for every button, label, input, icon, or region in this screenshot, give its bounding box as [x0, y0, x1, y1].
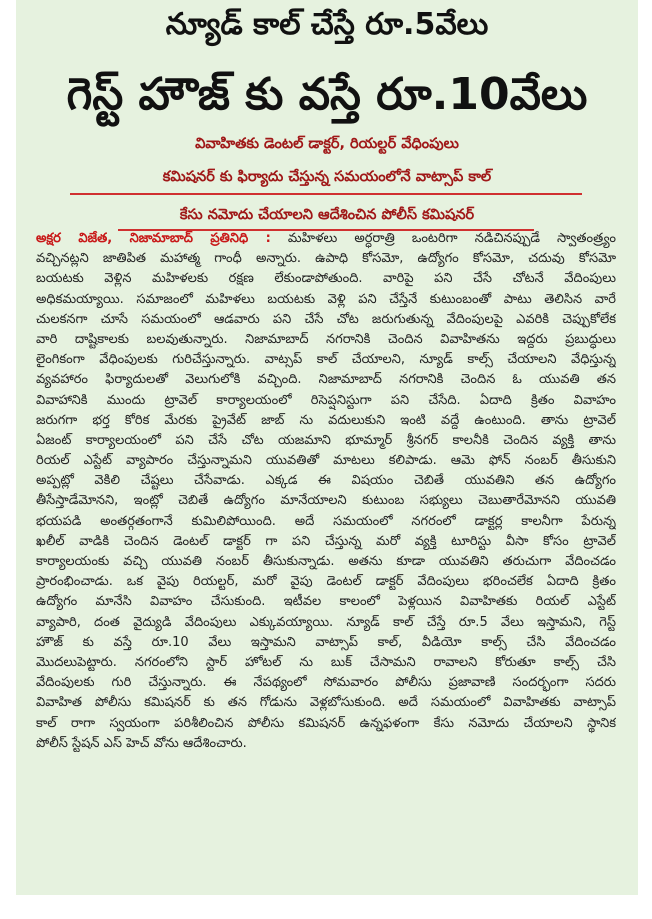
- article-line: వ్యవహారం ఫిర్యాదులతో వెలుగులోకి వచ్చింది. నిజామాబాద్ నగరానికి చెందిన ఓ యువతి తన: [36, 372, 616, 388]
- subhead-1: వివాహితకు డెంటల్ డాక్టర్, రియల్టర్ వేధింపులు: [195, 136, 459, 152]
- article-line: చులకనగా చూసే సమయంలో ఆడవారు పని చేసే చోట జరుగుతున్న వేదింపులపై ఎవరికి చెప్పుకోలేక: [36, 311, 616, 327]
- byline: అక్షర విజేత, నిజామాబాద్ ప్రతినిధి :: [36, 231, 271, 246]
- article-line: వివాహిత పోలీసు కమిషనర్ కు తన గోడును వెళ్లబోసుకుంది. అదే సమయంలో వివాహితకు వాట్సాప్: [36, 695, 616, 711]
- article-line: తీసేస్తాడేమోనని, ఇంట్లో చెబితే ఉద్యోగం మానేయాలని కుటుంబ సభ్యులు చెబుతారేమోనని యువతి: [36, 493, 616, 509]
- article-line: రియల్ ఎస్టేట్ వ్యాపారం చేస్తున్నామని యువతితో మాటలు కలిపాడు. ఆమె ఫోన్ నంబర్ తీసుకుని: [36, 453, 616, 469]
- article-line: వ్యాపారి, దంత వైద్యుడి వేదింపులు ఎక్కువయ్యాయి. న్యూడ్ కాల్ చేస్తే రూ.5 వేలు ఇస్తామని, గెస్ట్: [36, 614, 616, 630]
- article-line: జరుగగా భర్త కోరిక మేరకు ప్రైవేట్ జాబ్ ను వదులుకుని ఇంటి వద్దే ఉంటుంది. తాను ట్రావెల్: [36, 412, 616, 428]
- news-clipping: [16, 0, 638, 895]
- article-line: వేదింపులకు గురి చేస్తున్నారు. ఈ నేపథ్యంలో సోమవారం పోలీసు ప్రజావాణి సందర్భంగా సదరు: [36, 675, 616, 691]
- article-line: వివాహానికి ముందు ట్రావెల్ కార్యాలయంలో రిసెప్షనిస్టుగా పని చేసేది. ఏదాది క్రితం వివాహం: [36, 392, 616, 408]
- article-line: కాల్ రాగా స్వయంగా పరిశీలించిన పోలీసు కమిషనర్ ఉన్నఫళంగా కేసు నమోదు చేయాలని స్థానిక: [36, 715, 616, 731]
- article-line: అక్షర విజేత, నిజామాబాద్ ప్రతినిధి : మహిళలు అర్ధరాత్రి ఒంటరిగా నడిచినప్పుడే స్వాతంత్ర్యం: [36, 231, 616, 246]
- article-line: బయటకు వెళ్లిన మహిళలకు రక్షణ లేకుండాపోతుంది. వారిపై పని చేసే చోటనే వేదింపులు: [36, 271, 616, 287]
- article-line: వచ్చినట్లని జాతిపిత మహాత్మ గాంధీ అన్నారు. ఉపాధి కోసమో, ఉద్యోగం కోసమో, చదువు కోసమో: [36, 251, 616, 267]
- article-line: లైంగికంగా వేధింపులకు గురిచేస్తున్నారు. వాట్సప్ కాల్ చేయాలని, న్యూడ్ కాల్స్ చేయాలని వేధిస్తున్న: [36, 352, 616, 368]
- article-line: కార్యాలయంకు వచ్చి యువతి నంబర్ తీసుకున్నాడు. అతను కూడా యువతిని తరుచుగా వేదించడం: [36, 554, 616, 569]
- subhead-3: కేసు నమోదు చేయాలని ఆదేశించిన పోలీస్ కమిషనర్: [179, 207, 475, 223]
- article-line: వారి దాష్టికాలకు బలవుతున్నారు. నిజామాబాద్ నగరానికి చెందిన వివాహితను ఇద్దరు ప్రబుద్ధులు: [36, 331, 616, 347]
- article-line: ఏజంట్ కార్యాలయంలో పని చేసే చోట యజమాని భూమ్మార్ శ్రీనగర్ కాలనీకి చెందిన వ్యక్తి తాను: [36, 432, 616, 448]
- article-line: పోలీస్ స్టేషన్ ఎస్ హెచ్ వోను ఆదేశించారు.: [36, 735, 247, 751]
- subhead-2: కమిషనర్ కు ఫిర్యాదు చేస్తున్న సమయంలోనే వాట్సాప్ కాల్: [162, 169, 492, 185]
- article-line: హౌజ్ కు వస్తే రూ.10 వేలు ఇస్తామని వాట్సాప్ కాల్, వీడియో కాల్స్ చేసి వేదించడం: [36, 634, 616, 650]
- article-line: అధికమయ్యాయి. సమాజంలో మహిళలు బయటకు వెళ్లి పని చేస్తేనే కుటుంబంతో పాటు తెలిసిన వారే: [36, 291, 616, 307]
- subhead-underline-1: [70, 193, 582, 195]
- article-body: [36, 229, 616, 754]
- headline-primary: న్యూడ్ కాల్ చేస్తే రూ.5వేలు: [165, 7, 489, 42]
- headline-main: గెస్ట్ హౌజ్ కు వస్తే రూ.10వేలు: [66, 69, 588, 120]
- article-line: ఖలీల్ వాడికి చెందిన డెంటల్ డాక్టర్ గా పని చేస్తున్న మరో వ్యక్తి టూరిస్టు వీసా కోసం ట్రావెల్: [36, 533, 616, 549]
- article-line: మొదలుపెట్టారు. నగరంలోని స్టార్ హోటల్ ను బుక్ చేసామని రావాలని కోరుతూ కాల్స్ చేసి: [36, 654, 616, 670]
- article-line: అప్పట్లో వెకిలి చేష్టలు చేసేవాడు. ఎక్కడ ఈ విషయం చెబితే యువతిని తన ఉద్యోగం: [36, 473, 616, 489]
- article-line: ప్రారంభించాడు. ఒక వైపు రియల్టర్, మరో వైపు డెంటల్ డాక్టర్ వేదింపులు భరించలేక ఏదాది క్రితం: [36, 574, 616, 590]
- article-line: భయపడి అంతర్గతంగానే కుమిలిపోయింది. అదే సమయంలో నగరంలో డాక్టర్ల కాలనీగా పేరున్న: [36, 513, 616, 529]
- article-line: ఉద్యోగం మానేసి వివాహం చేసుకుంది. ఇటీవల కాలంలో పెళ్లయిన వివాహితకు రియల్ ఎస్టేట్: [36, 594, 616, 610]
